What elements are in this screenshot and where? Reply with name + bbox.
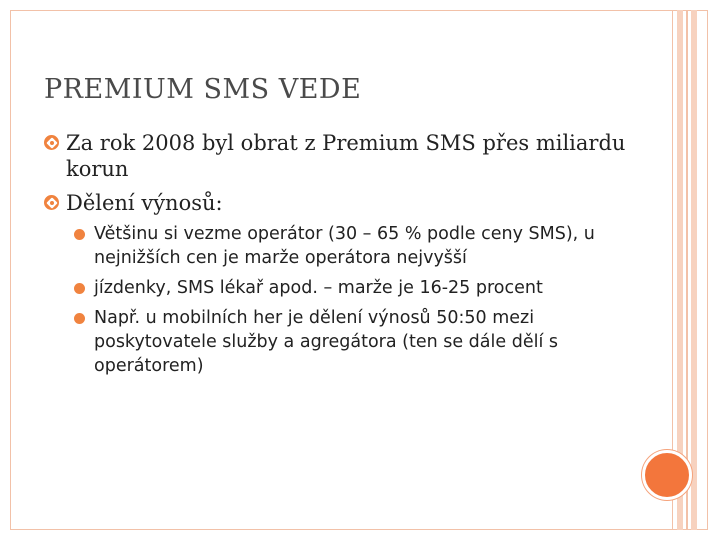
slide-title: PREMIUM SMS VEDE (44, 74, 362, 105)
orange-diamond-bullet-icon (44, 135, 59, 150)
orange-diamond-bullet-icon (44, 195, 59, 210)
orange-dot-bullet-icon (74, 313, 85, 324)
bullet-text: Za rok 2008 byl obrat z Premium SMS přes miliardu korun (66, 131, 626, 181)
orange-dot-bullet-icon (74, 283, 85, 294)
orange-dot-bullet-icon (74, 229, 85, 240)
slide-content (44, 130, 654, 384)
bullet-item (44, 130, 654, 182)
decor-circle-icon (642, 450, 692, 500)
sub-bullet-text: jízdenky, SMS lékař apod. – marže je 16-25 procent (94, 278, 543, 298)
sub-bullet-list (72, 222, 654, 378)
sub-bullet-item (72, 222, 654, 270)
sub-bullet-text: Např. u mobilních her je dělení výnosů 50:50 mezi poskytovatele služby a agregátora (ten se dále dělí s operátorem) (94, 308, 558, 376)
bullet-text: Dělení výnosů: (66, 191, 223, 215)
sub-bullet-text: Většinu si vezme operátor (30 – 65 % podle ceny SMS), u nejnižších cen je marže operátora nejvyšší (94, 224, 595, 268)
sub-bullet-item (72, 306, 654, 378)
bullet-item (44, 190, 654, 216)
decor-stripe (686, 10, 688, 530)
sub-bullet-item (72, 276, 654, 300)
decor-stripe (691, 10, 697, 530)
